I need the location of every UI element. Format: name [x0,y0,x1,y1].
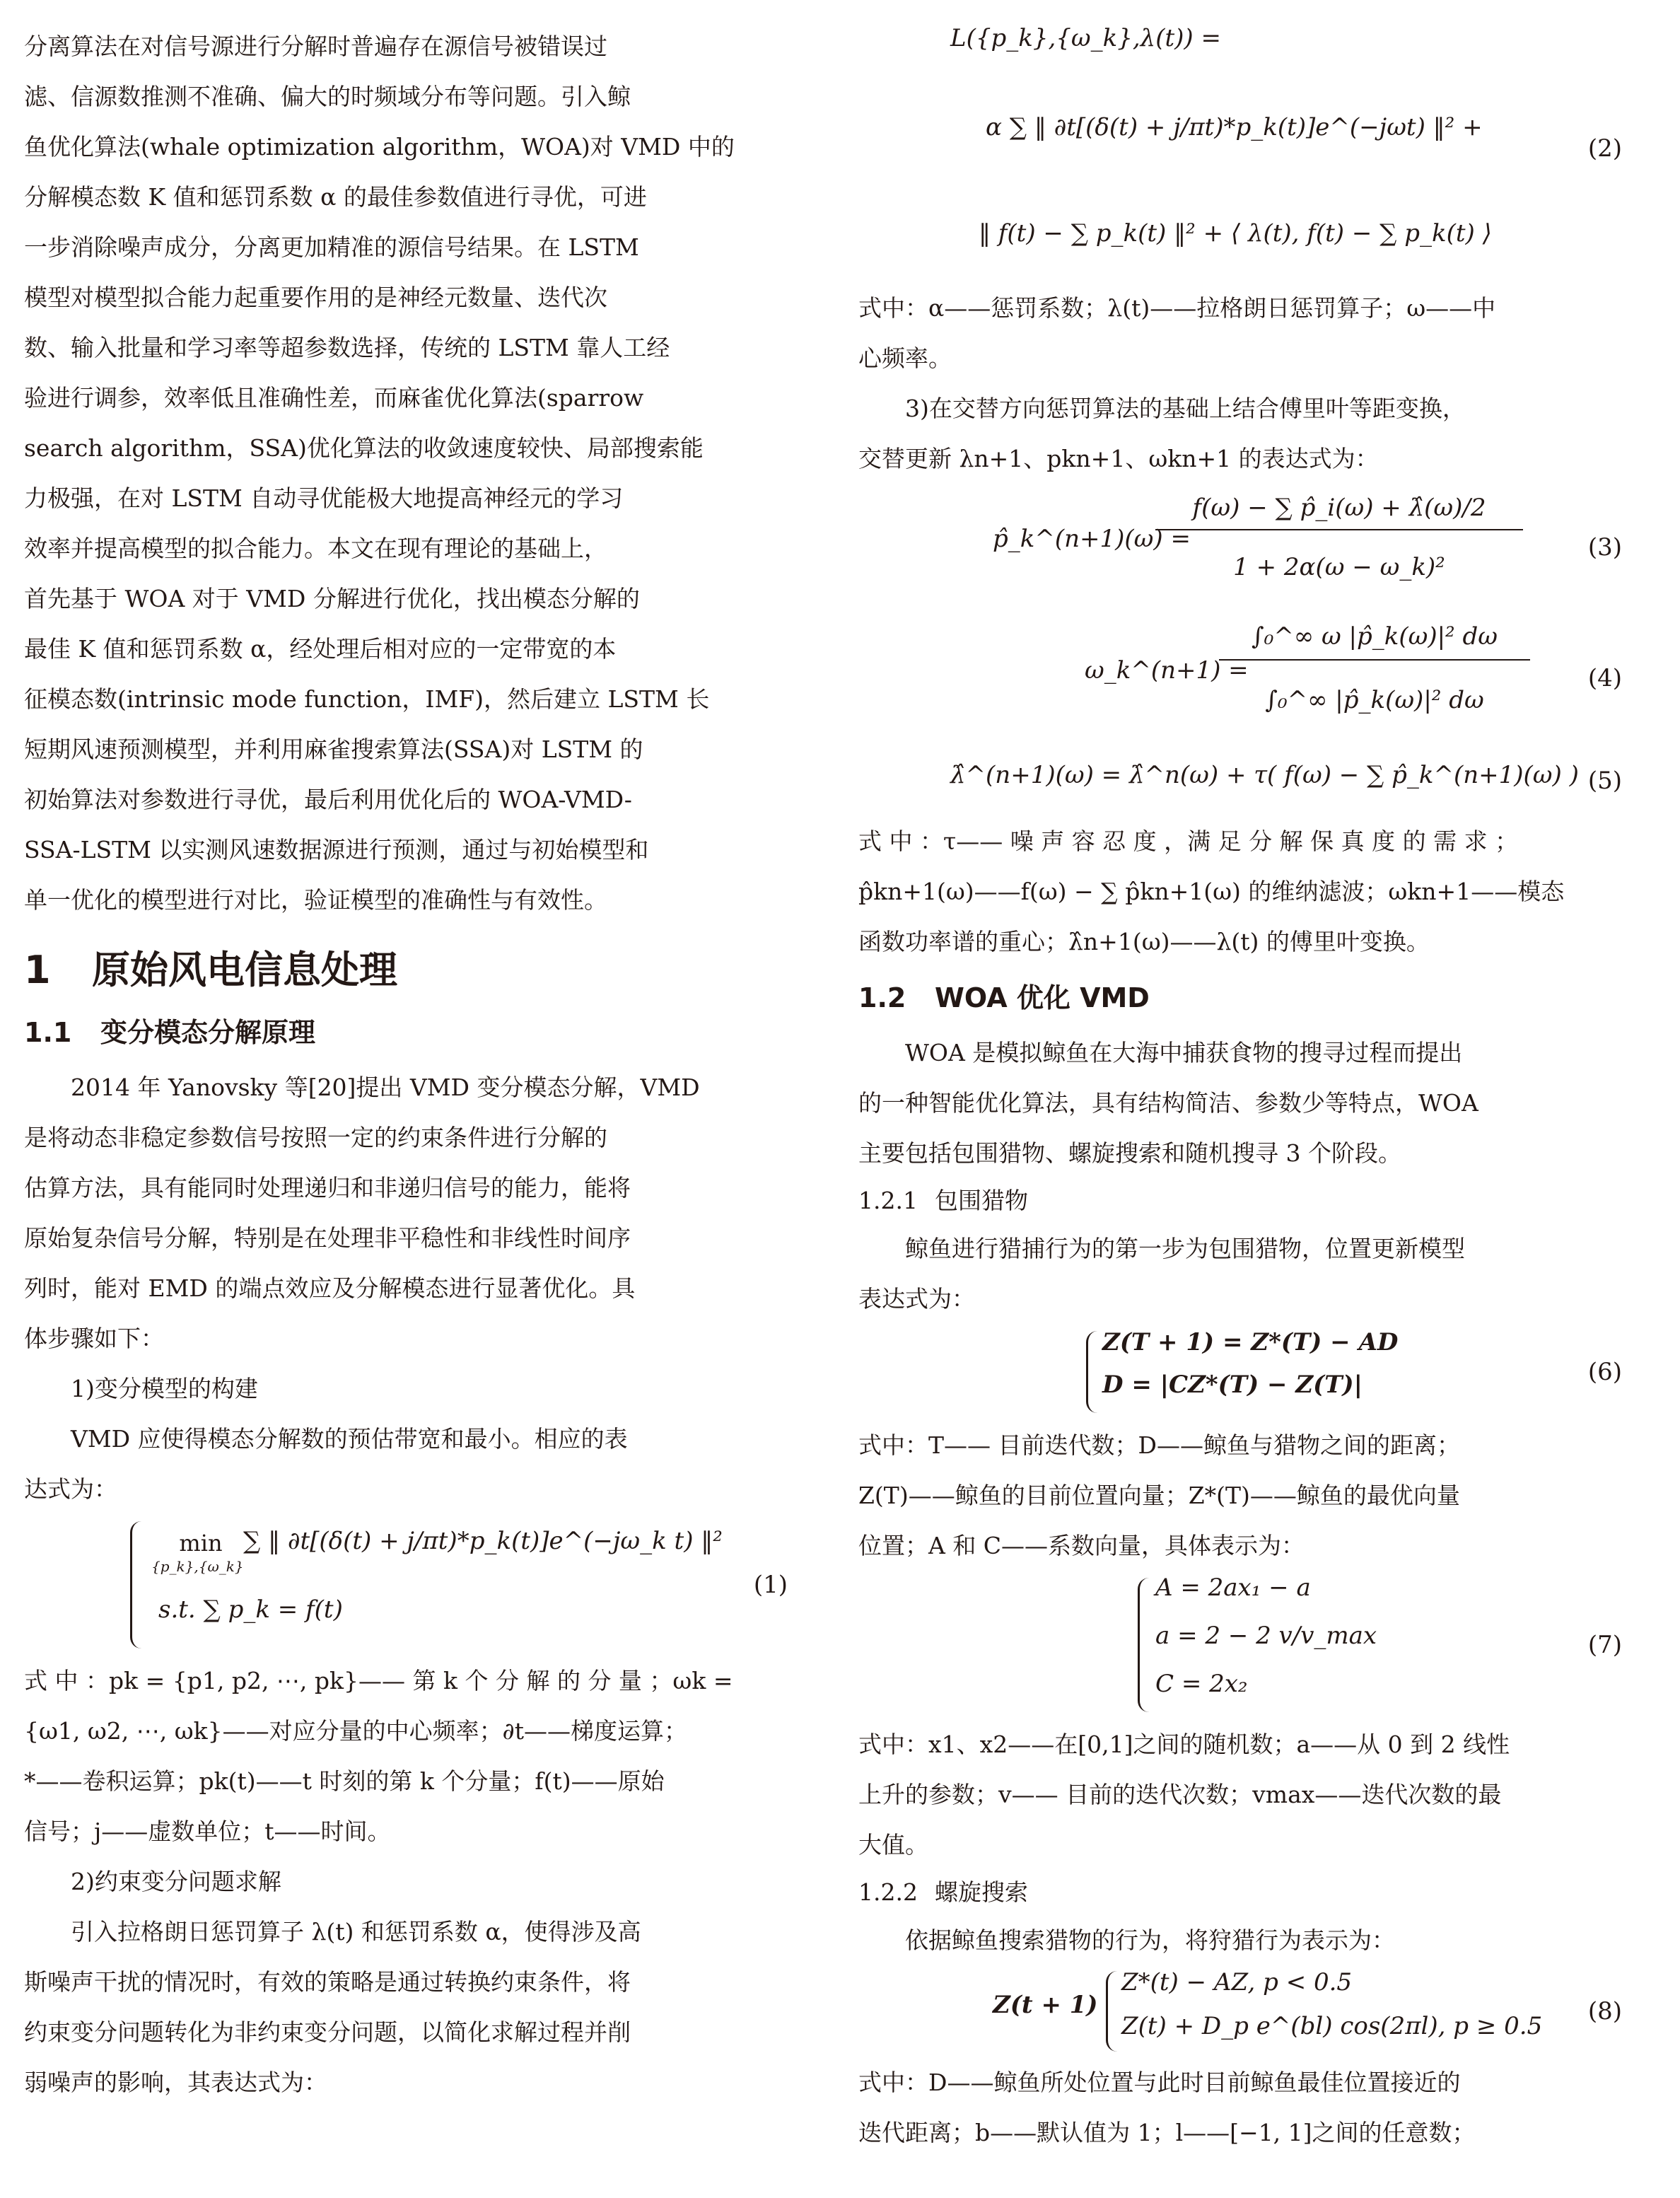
equation-5 [858,745,1622,816]
text-line: 最佳 K 值和惩罚系数 α，经处理后相对应的一定带宽的本 [24,635,617,663]
text-line: 依据鲸鱼搜索猎物的行为，将狩猎行为表示为： [905,1926,1395,1954]
equation-min: min [179,1530,223,1557]
text-line: 主要包括包围猎物、螺旋搜索和随机搜寻 3 个阶段。 [858,1139,1401,1167]
text-line: 式中：D——鲸鱼所处位置与此时目前鲸鱼最佳位置接近的 [858,2069,1461,2096]
equation-5-explanation [858,816,1622,967]
section-number: 1.2.2 [858,1878,918,1906]
equation-brace [130,1521,146,1648]
text-line: 滤、信源数推测不准确、偏大的时频域分布等问题。引入鲸 [24,83,631,110]
text-line: 位置；A 和 C——系数向量，具体表示为： [858,1532,1305,1559]
encircle-paragraph [858,1223,1622,1324]
equation-number: (4) [1587,664,1622,692]
equation-8-line-2: Z(t) + D_p e^(bl) cos(2πl), p ≥ 0.5 [1121,2012,1543,2040]
text-line: 迭代距离；b——默认值为 1；l——[−1, 1]之间的任意数； [858,2119,1476,2146]
equation-number: (8) [1587,1997,1622,2025]
section-number: 1.1 [24,1017,72,1048]
equation-2-line-3: ‖ f(t) − ∑ p_k(t) ‖² + ⟨ λ(t), f(t) − ∑ p_k(t) ⟩ [979,219,1492,248]
left-column [24,21,788,2107]
text-line: 一步消除噪声成分，分离更加精准的源信号结果。在 LSTM [24,233,639,261]
equation-8-line-1: Z*(t) − AZ, p < 0.5 [1121,1968,1353,1996]
text-line: 交替更新 λn+1、pkn+1、ωkn+1 的表达式为： [858,445,1379,472]
section-number: 1 [24,948,51,992]
text-line: VMD 应使得模态分解数的预估带宽和最小。相应的表 [71,1425,628,1453]
text-line: 短期风速预测模型，并利用麻雀搜索算法(SSA)对 LSTM 的 [24,735,643,763]
text-line: 式 中 ：pk = {p1, p2, ⋯, pk}—— 第 k 个 分 解 的 分 量 ；ωk = [24,1667,733,1694]
equation-brace [1106,1971,1119,2052]
text-line: 鲸鱼进行猎捕行为的第一步为包围猎物，位置更新模型 [905,1235,1465,1262]
equation-6 [858,1324,1622,1420]
section-title: 变分模态分解原理 [100,1017,316,1048]
equation-3-denominator: 1 + 2α(ω − ω_k)² [1233,553,1445,581]
equation-min-subscript: {p_k},{ω_k} [151,1558,244,1575]
text-line: 验进行调参，效率低且准确性差，而麻雀优化算法(sparrow [24,384,644,412]
section-heading-1-2-1 [858,1178,1622,1223]
text-line: 列时，能对 EMD 的端点效应及分解模态进行显著优化。具 [24,1274,636,1302]
text-line: 是将动态非稳定参数信号按照一定的约束条件进行分解的 [24,1124,607,1151]
equation-number: (6) [1587,1358,1622,1386]
text-line: 分解模态数 K 值和惩罚系数 α 的最佳参数值进行寻优，可进 [24,183,647,211]
equation-7-explanation [858,1719,1622,1870]
text-line: 2014 年 Yanovsky 等[20]提出 VMD 变分模态分解，VMD [71,1074,700,1101]
step-2-paragraph [24,1907,788,2107]
text-line: 式中：α——惩罚系数；λ(t)——拉格朗日惩罚算子；ω——中 [858,294,1496,322]
equation-8 [858,1965,1622,2057]
equation-number: (2) [1587,134,1622,163]
text-line: *——卷积运算；pk(t)——t 时刻的第 k 个分量；f(t)——原始 [24,1767,665,1795]
equation-6-line-2: D = |CZ*(T) − Z(T)| [1102,1371,1363,1399]
right-column [858,21,1622,2158]
text-line: 心频率。 [858,344,952,372]
section-heading-1-1 [24,1013,788,1052]
text-line: 3)在交替方向惩罚算法的基础上结合傅里叶等距变换， [905,395,1466,422]
equation-number: (1) [753,1571,788,1599]
text-line: 弱噪声的影响，其表达式为： [24,2069,327,2096]
equation-5-body: λ̂^(n+1)(ω) = λ̂^n(ω) + τ( f(ω) − ∑ p̂_k^(n+1)(ω) ) [950,761,1579,789]
text-line: {ω1, ω2, ⋯, ωk}——对应分量的中心频率；∂t——梯度运算； [24,1717,687,1745]
equation-2-line-1: L({p_k},{ω_k},λ(t)) = [950,24,1221,52]
intro-paragraph [24,21,788,925]
text-line: 达式为： [24,1475,117,1503]
equation-1-line-2: s.t. ∑ p_k = f(t) [158,1595,343,1624]
text-line: 信号；j——虚数单位；t——时间。 [24,1818,391,1845]
equation-number: (5) [1587,767,1622,795]
step-1-title: 1)变分模型的构建 [71,1375,258,1402]
equation-1-explanation [24,1656,788,1856]
equation-6-line-1: Z(T + 1) = Z*(T) − AD [1102,1328,1399,1356]
text-line: 效率并提高模型的拟合能力。本文在现有理论的基础上， [24,535,607,562]
section-title: WOA 优化 VMD [935,982,1150,1013]
equation-1-line-1: ∑ ‖ ∂t[(δ(t) + j/πt)*p_k(t)]e^(−jω_k t) ‖² [243,1527,723,1555]
equation-4-numerator: ∫₀^∞ ω |p̂_k(ω)|² dω [1219,622,1530,661]
step-3-paragraph [858,383,1622,484]
equation-2-line-2: α ∑ ‖ ∂t[(δ(t) + j/πt)*p_k(t)]e^(−jωt) ‖² + [986,113,1483,141]
text-line: 约束变分问题转化为非约束变分问题，以简化求解过程并削 [24,2018,631,2046]
equation-3 [858,484,1622,611]
equation-6-explanation [858,1420,1622,1571]
vmd-paragraph [24,1062,788,1363]
text-line: 式 中 ：τ—— 噪 声 容 忍 度 ，满 足 分 解 保 真 度 的 需 求 ； [858,827,1519,855]
text-line: 原始复杂信号分解，特别是在处理非平稳性和非线性时间序 [24,1224,631,1252]
text-line: 力极强，在对 LSTM 自动寻优能极大地提高神经元的学习 [24,484,624,512]
text-line: 函数功率谱的重心；λ̂n+1(ω)——λ(t) 的傅里叶变换。 [858,928,1430,955]
text-line: search algorithm，SSA)优化算法的收敛速度较快、局部搜索能 [24,434,704,462]
equation-1 [24,1514,788,1656]
section-number: 1.2 [858,982,906,1013]
equation-4 [858,611,1622,745]
woa-paragraph [858,1028,1622,1178]
text-line: Z(T)——鲸鱼的目前位置向量；Z*(T)——鲸鱼的最优向量 [858,1482,1460,1509]
text-line: WOA 是模拟鲸鱼在大海中捕获食物的搜寻过程而提出 [905,1039,1463,1066]
equation-4-denominator: ∫₀^∞ |p̂_k(ω)|² dω [1265,686,1484,714]
text-line: 模型对模型拟合能力起重要作用的是神经元数量、迭代次 [24,284,607,311]
text-line: 体步骤如下： [24,1325,164,1352]
text-line: 大值。 [858,1831,928,1859]
text-line: 单一优化的模型进行对比，验证模型的准确性与有效性。 [24,886,607,914]
equation-3-lhs: p̂_k^(n+1)(ω) = [993,525,1191,553]
equation-7 [858,1571,1622,1719]
equation-number: (3) [1587,533,1622,562]
equation-8-lhs: Z(t + 1) [993,1991,1098,2019]
text-line: 分离算法在对信号源进行分解时普遍存在源信号被错误过 [24,33,607,60]
section-heading-1-2-2 [858,1870,1622,1915]
equation-7-line-3: C = 2x₂ [1155,1670,1248,1698]
step-1-paragraph [24,1414,788,1514]
text-line: 初始算法对参数进行寻优，最后利用优化后的 WOA-VMD- [24,786,632,813]
text-line: 斯噪声干扰的情况时，有效的策略是通过转换约束条件，将 [24,1968,631,1996]
section-title: 原始风电信息处理 [92,948,397,992]
equation-7-line-1: A = 2ax₁ − a [1155,1574,1311,1602]
text-line: 首先基于 WOA 对于 VMD 分解进行优化，找出模态分解的 [24,585,640,612]
equation-8-explanation [858,2057,1622,2158]
text-line: 的一种智能优化算法，具有结构简洁、参数少等特点，WOA [858,1089,1478,1117]
text-line: p̂kn+1(ω)——f(ω) − ∑ p̂kn+1(ω) 的维纳滤波；ωkn+1——模态 [858,878,1565,905]
text-line: 式中：x1、x2——在[0,1]之间的随机数；a——从 0 到 2 线性 [858,1731,1510,1758]
equation-3-numerator: f(ω) − ∑ p̂_i(ω) + λ̂(ω)/2 [1155,494,1523,530]
equation-2 [858,21,1622,283]
text-line: SSA-LSTM 以实测风速数据源进行预测，通过与初始模型和 [24,836,649,864]
text-line: 表达式为： [858,1285,975,1313]
step-2-title: 2)约束变分问题求解 [71,1868,281,1895]
text-line: 式中：T—— 目前迭代数；D——鲸鱼与猎物之间的距离； [858,1431,1460,1459]
text-line: 数、输入批量和学习率等超参数选择，传统的 LSTM 靠人工经 [24,334,670,361]
equation-number: (7) [1587,1631,1622,1659]
text-line: 征模态数(intrinsic mode function，IMF)，然后建立 LSTM 长 [24,685,710,713]
text-line: 上升的参数；v—— 目前的迭代次数；vmax——迭代次数的最 [858,1781,1502,1808]
equation-brace [1138,1578,1151,1712]
text-line: 估算方法，具有能同时处理递归和非递归信号的能力，能将 [24,1174,631,1202]
section-heading-1 [24,945,788,996]
equation-4-lhs: ω_k^(n+1) = [1085,656,1249,685]
text-line: 引入拉格朗日惩罚算子 λ(t) 和惩罚系数 α，使得涉及高 [71,1918,641,1946]
section-heading-1-2 [858,978,1622,1018]
section-title: 包围猎物 [935,1187,1028,1214]
spiral-paragraph [858,1915,1622,1965]
text-line: 鱼优化算法(whale optimization algorithm，WOA)对 VMD 中的 [24,133,735,161]
equation-7-line-2: a = 2 − 2 v/v_max [1155,1622,1377,1650]
equation-brace [1086,1331,1099,1413]
section-number: 1.2.1 [858,1187,918,1214]
equation-2-explanation [858,283,1622,383]
section-title: 螺旋搜索 [935,1878,1028,1906]
